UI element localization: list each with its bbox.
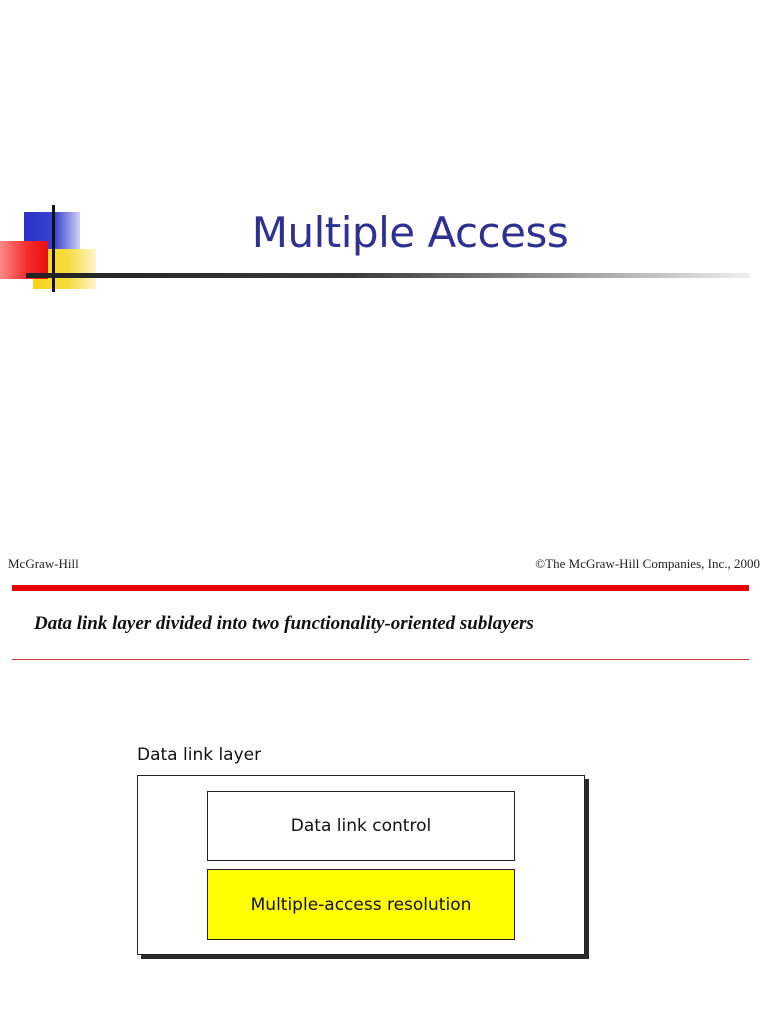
footer-publisher: McGraw-Hill <box>8 556 79 571</box>
slide-title: Multiple Access <box>251 208 569 257</box>
outer-layer-label: Data link layer <box>137 745 262 765</box>
slide-separator-bar <box>12 585 749 591</box>
multiple-access-resolution-box: Multiple-access resolution <box>207 869 515 940</box>
title-underline <box>26 273 750 278</box>
data-link-control-box: Data link control <box>207 791 515 861</box>
figure-caption: Data link layer divided into two functionality-oriented sublayers <box>34 613 534 634</box>
footer-copyright: ©The McGraw-Hill Companies, Inc., 2000 <box>535 556 760 571</box>
caption-rule <box>12 659 749 660</box>
slide-decoration <box>0 0 110 300</box>
deco-vertical-line <box>52 205 55 292</box>
